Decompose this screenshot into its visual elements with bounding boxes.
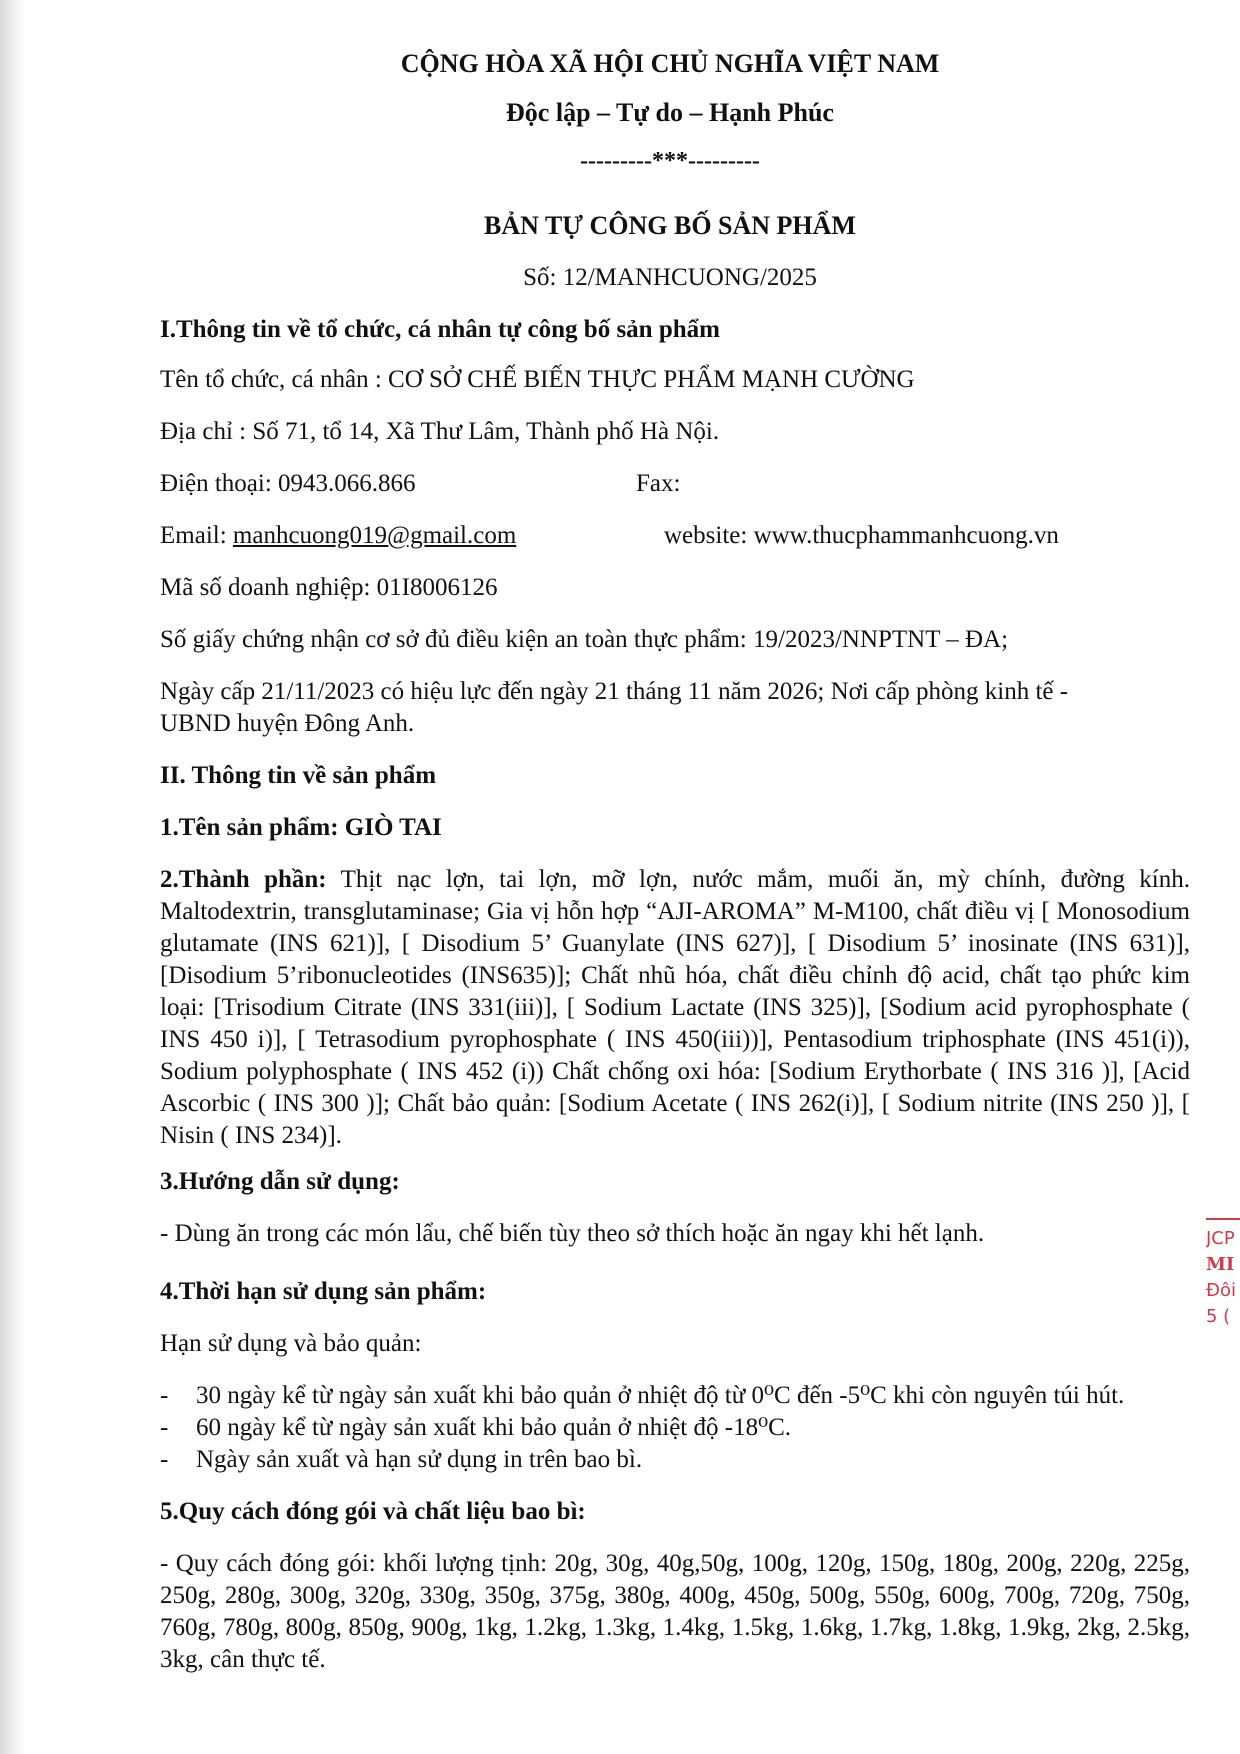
ingredients-paragraph: [160, 864, 1190, 1152]
business-code: Mã số doanh nghiệp: 01I8006126: [160, 574, 498, 601]
ingredients-text: Thịt nạc lợn, tai lợn, mỡ lợn, nước mắm, muối ăn, mỳ chính, đường kính. Maltodextrin, transglutaminase; Gia vị hỗn hợp “AJI-AROMA” M-M100, chất điều vị [ Monosodium glutamate (INS 621)], [ Disodium 5’ Guanylate (INS 627)], [ Disodium 5’ inosinate (INS 631)], [Disodium 5’ribonucleotides (INS635)]; Chất nhũ hóa, chất điều chỉnh độ acid, chất tạo phức kim loại: [Trisodium Citrate (INS 331(iii)], [ Sodium Lactate (INS 325)], [Sodium acid pyrophosphate ( INS 450 i)], [ Tetrasodium pyrophosphate ( INS 450(iii))], Pentasodium triphosphate (INS 451(i)), Sodium polyphosphate ( INS 452 (i)) Chất chống oxi hóa: [Sodium Erythorbate ( INS 316 )], [Acid Ascorbic ( INS 300 )]; Chất bảo quản: [Sodium Acetate ( INS 262(i)], [ Sodium nitrite (INS 250 )], [ Nisin ( INS 234)].: [160, 866, 1190, 1149]
usage-heading: 3.Hướng dẫn sử dụng:: [160, 1168, 400, 1195]
certificate-issue-date: Ngày cấp 21/11/2023 có hiệu lực đến ngày 21 tháng 11 năm 2026; Nơi cấp phòng kinh tế -: [160, 678, 1069, 705]
list-item: - Ngày sản xuất và hạn sử dụng in trên bao bì.: [160, 1446, 643, 1473]
org-website: website: www.thucphammanhcuong.vn: [664, 522, 1059, 549]
food-safety-certificate: Số giấy chứng nhận cơ sở đủ điều kiện an toàn thực phẩm: 19/2023/NNPTNT – ĐA;: [160, 626, 1009, 653]
email-label: Email:: [160, 522, 233, 549]
org-address: Địa chỉ : Số 71, tổ 14, Xã Thư Lâm, Thành phố Hà Nội.: [160, 418, 720, 445]
shelf-item-text: 30 ngày kể từ ngày sản xuất khi bảo quản ở nhiệt độ từ 0⁰C đến -5⁰C khi còn nguyên túi hút.: [196, 1382, 1125, 1409]
partial-seal-stamp: [1206, 1218, 1240, 1348]
packing-heading: 5.Quy cách đóng gói và chất liệu bao bì:: [160, 1498, 586, 1525]
product-name: 1.Tên sản phẩm: GIÒ TAI: [160, 814, 442, 841]
shelf-life-intro: Hạn sử dụng và bảo quản:: [160, 1330, 422, 1357]
document-number: Số: 12/MANHCUONG/2025: [523, 264, 817, 291]
section-1-heading: I.Thông tin về tổ chức, cá nhân tự công bố sản phẩm: [160, 316, 720, 343]
org-phone: Điện thoại: 0943.066.866: [160, 470, 416, 497]
list-item: - 30 ngày kể từ ngày sản xuất khi bảo quản ở nhiệt độ từ 0⁰C đến -5⁰C khi còn nguyên túi hút.: [160, 1382, 1125, 1409]
stamp-line: JCP: [1206, 1228, 1235, 1249]
stamp-line: 5 (: [1206, 1306, 1231, 1327]
org-fax: Fax:: [636, 470, 681, 497]
shelf-item-text: 60 ngày kể từ ngày sản xuất khi bảo quản ở nhiệt độ -18⁰C.: [196, 1414, 792, 1441]
email-link[interactable]: manhcuong019@gmail.com: [232, 522, 517, 549]
shelf-life-heading: 4.Thời hạn sử dụng sản phẩm:: [160, 1278, 487, 1305]
section-2-heading: II. Thông tin về sản phẩm: [160, 762, 437, 789]
org-name: Tên tổ chức, cá nhân : CƠ SỞ CHẾ BIẾN THỰC PHẨM MẠNH CƯỜNG: [160, 366, 915, 393]
certificate-issuer: UBND huyện Đông Anh.: [160, 710, 415, 737]
ingredients-label: 2.Thành phần:: [160, 866, 327, 893]
national-motto: Độc lập – Tự do – Hạnh Phúc: [506, 98, 834, 127]
shelf-item-text: Ngày sản xuất và hạn sử dụng in trên bao bì.: [196, 1446, 643, 1473]
national-title: CỘNG HÒA XÃ HỘI CHỦ NGHĨA VIỆT NAM: [400, 49, 940, 78]
separator-line: ---------***---------: [580, 148, 760, 174]
document-title: BẢN TỰ CÔNG BỐ SẢN PHẨM: [484, 211, 856, 240]
list-item: - 60 ngày kể từ ngày sản xuất khi bảo quản ở nhiệt độ -18⁰C.: [160, 1414, 792, 1441]
stamp-line: MI: [1206, 1254, 1235, 1275]
org-email: [160, 520, 516, 552]
packing-text: - Quy cách đóng gói: khối lượng tịnh: 20g, 30g, 40g,50g, 100g, 120g, 150g, 180g, 200g, 220g, 225g, 250g, 280g, 300g, 320g, 330g, 350g, 375g, 380g, 400g, 450g, 500g, 550g, 600g, 700g, 720g, 750g, 760g, 780g, 800g, 850g, 900g, 1kg, 1.2kg, 1.3kg, 1.4kg, 1.5kg, 1.6kg, 1.7kg, 1.8kg, 1.9kg, 2kg, 2.5kg, 3kg, cân thực tế.: [160, 1550, 1190, 1673]
usage-text: - Dùng ăn trong các món lẩu, chế biến tùy theo sở thích hoặc ăn ngay khi hết lạnh.: [160, 1220, 985, 1247]
stamp-line: Đôi: [1206, 1280, 1236, 1301]
